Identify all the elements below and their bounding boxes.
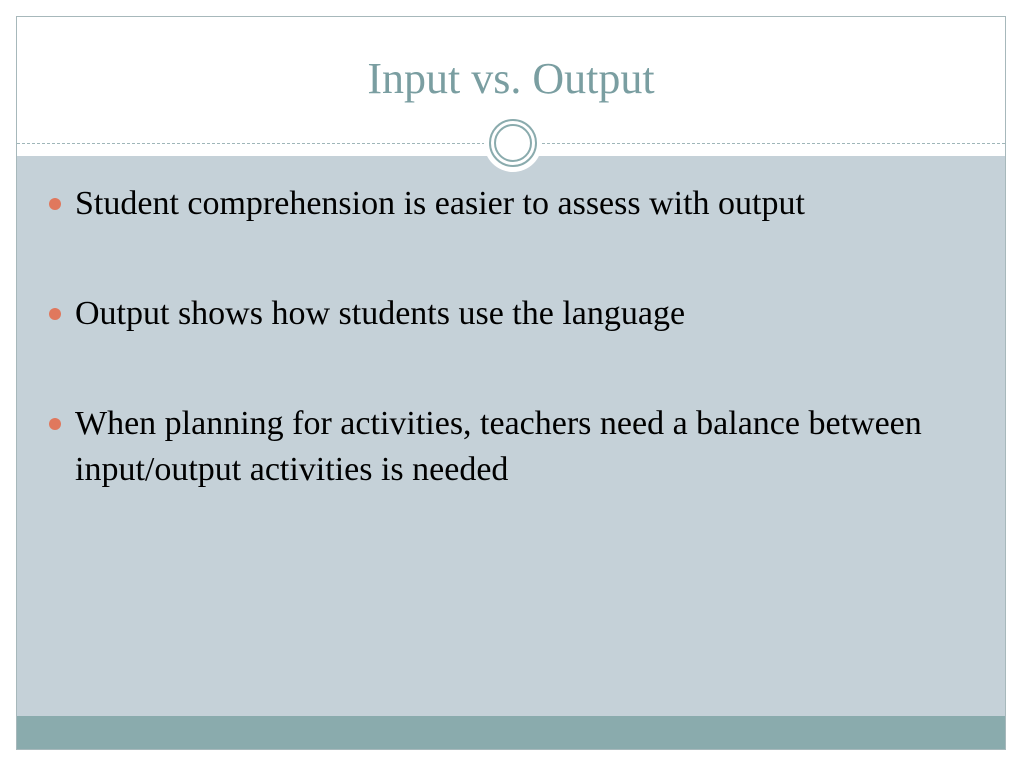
bullet-item	[47, 401, 987, 493]
footer-bar	[17, 716, 1005, 750]
bullet-list	[47, 181, 987, 493]
bullet-item	[47, 181, 987, 227]
bullet-dot-icon	[49, 308, 61, 320]
bullet-text: Student comprehension is easier to assess with output	[75, 185, 805, 222]
bullet-text: When planning for activities, teachers need a balance between input/output activities is needed	[75, 405, 922, 488]
slide	[16, 16, 1006, 750]
circle-ornament-icon	[484, 114, 542, 172]
bullet-dot-icon	[49, 418, 61, 430]
bullet-text: Output shows how students use the language	[75, 295, 686, 332]
bullet-item	[47, 291, 987, 337]
bullet-dot-icon	[49, 198, 61, 210]
slide-title: Input vs. Output	[367, 54, 655, 103]
